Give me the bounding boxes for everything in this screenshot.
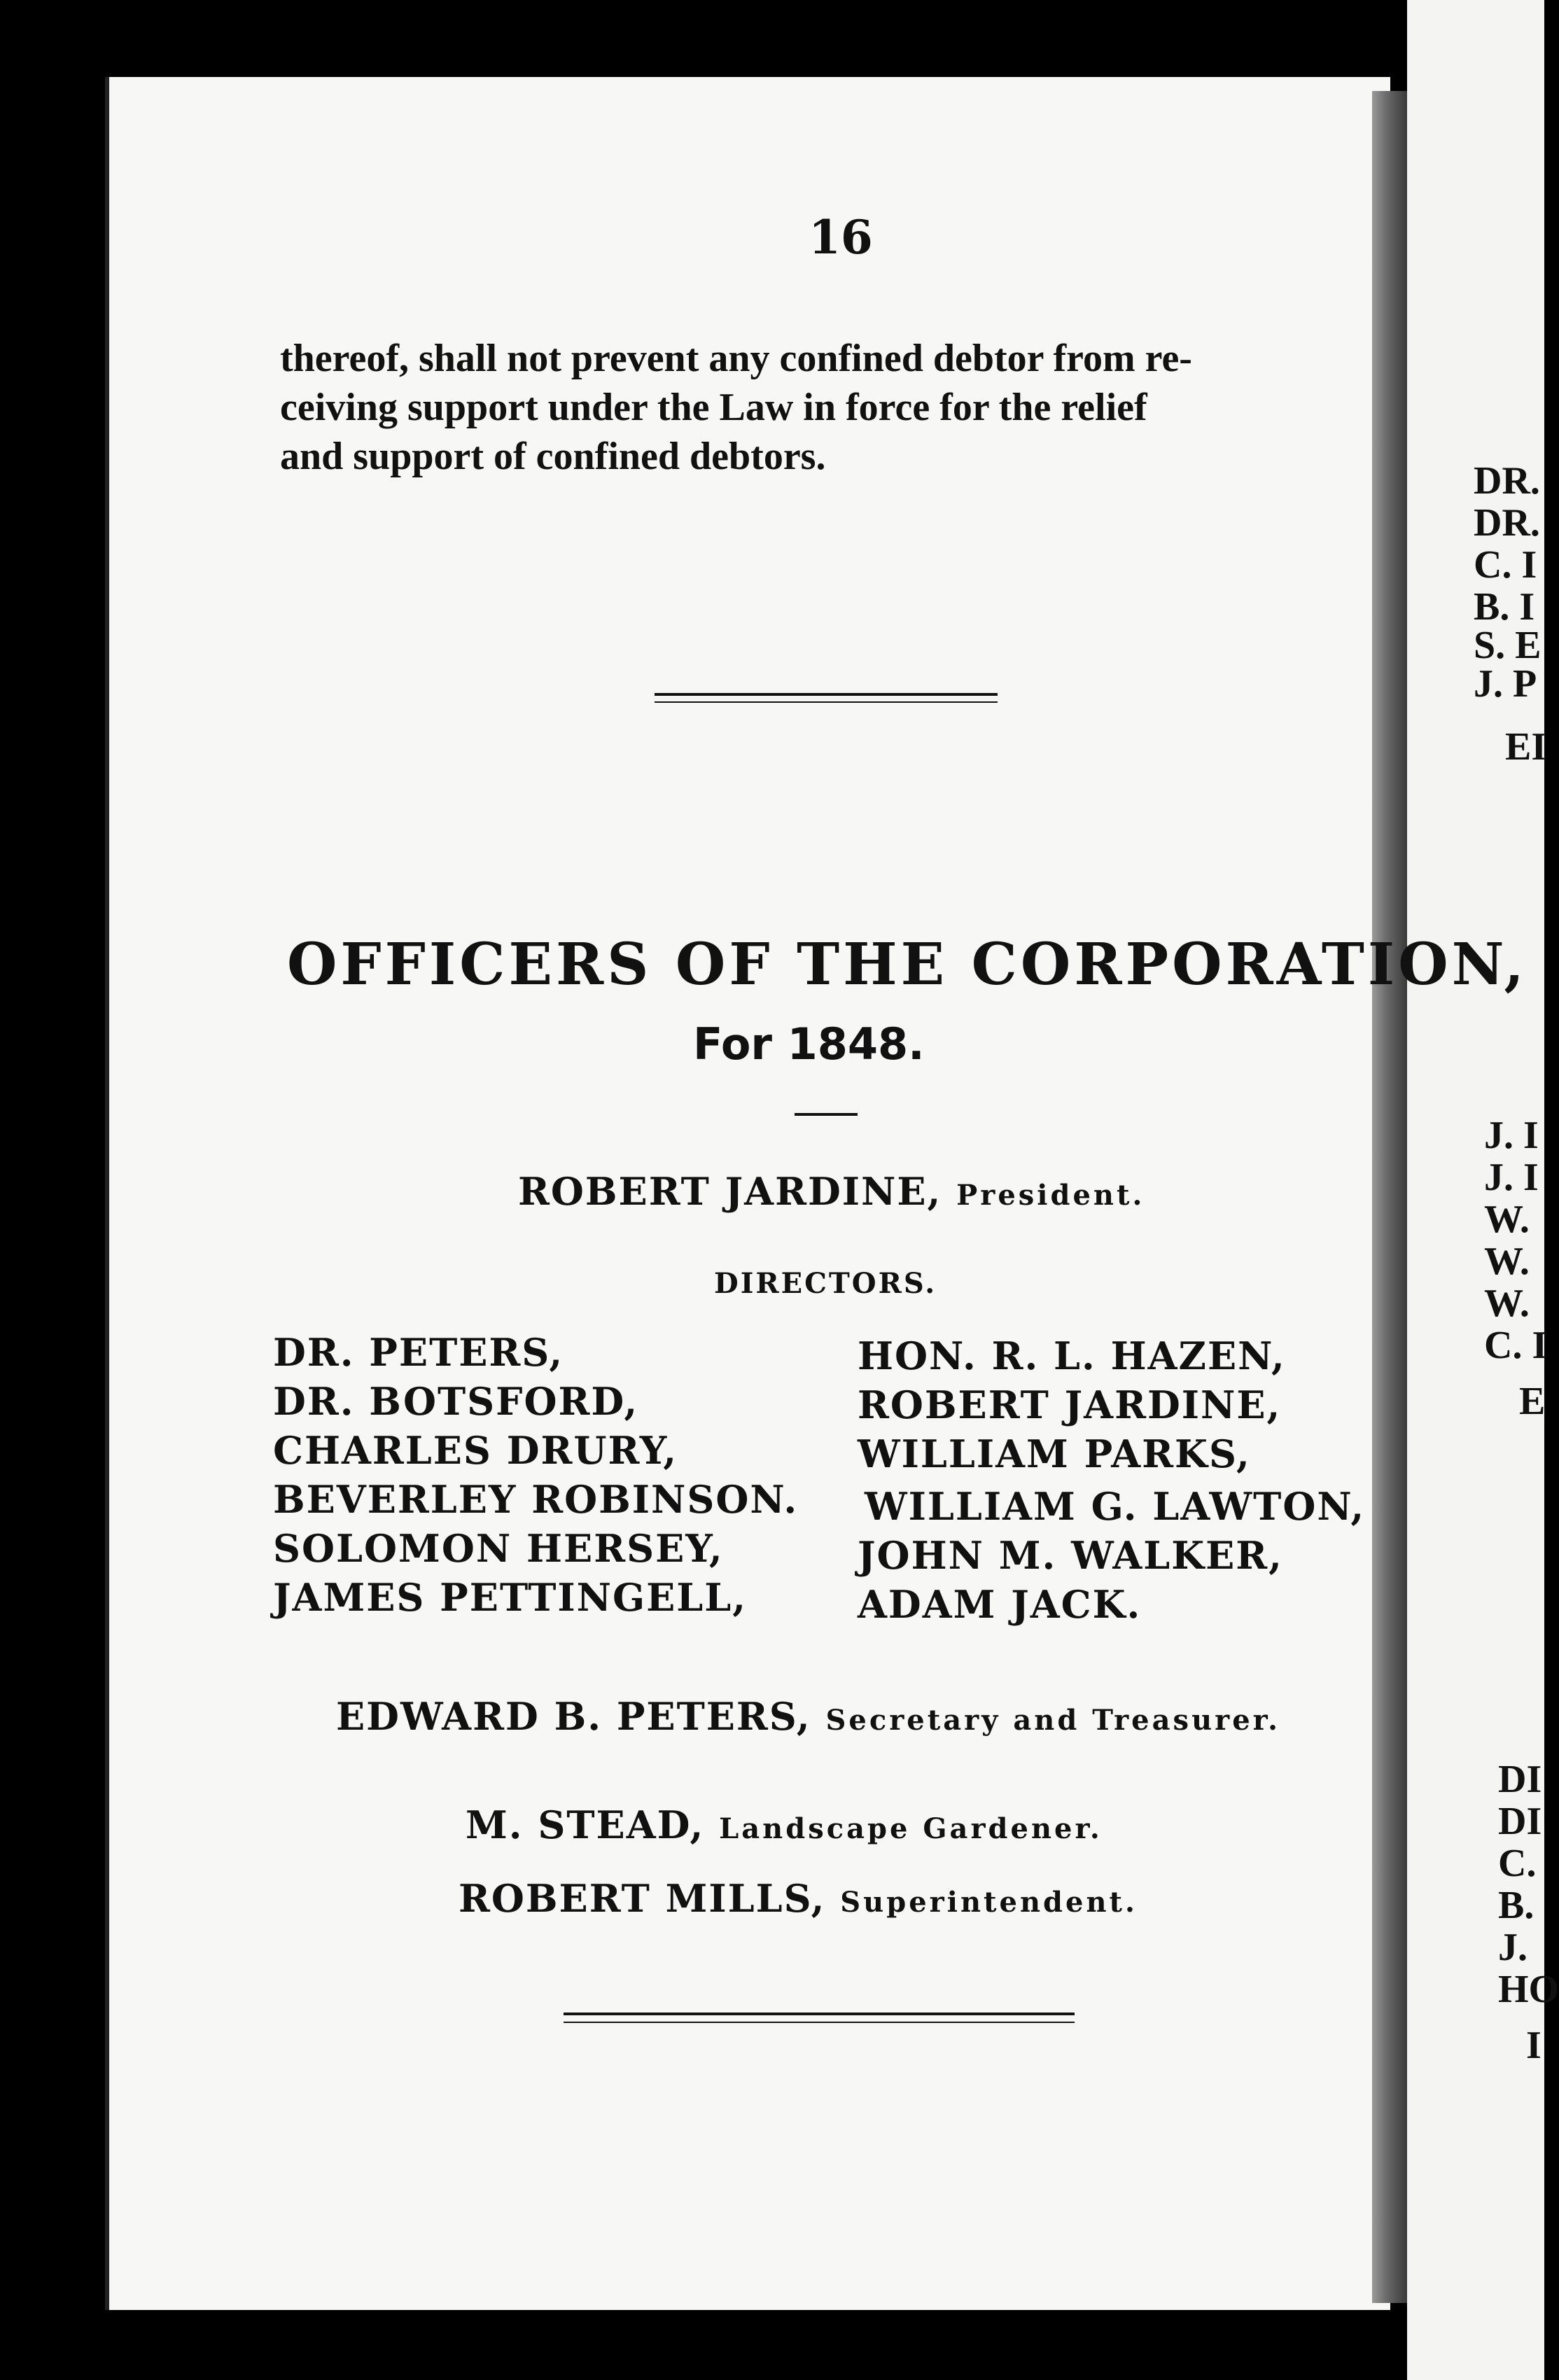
president-name: ROBERT JARDINE, xyxy=(518,1169,942,1214)
short-rule xyxy=(795,1113,858,1116)
facing-fragment: J. I xyxy=(1484,1156,1539,1199)
facing-fragment: DR. xyxy=(1474,459,1540,503)
director-right-2: ROBERT JARDINE, xyxy=(858,1382,1282,1427)
gardener-line xyxy=(466,1802,1103,1847)
president-role: President. xyxy=(956,1179,1145,1212)
facing-fragment: I xyxy=(1526,2024,1541,2067)
superintendent-name: ROBERT MILLS, xyxy=(459,1876,826,1921)
director-left-3: CHARLES DRURY, xyxy=(273,1428,678,1473)
facing-fragment: S. E xyxy=(1474,624,1541,667)
facing-fragment: C. xyxy=(1498,1842,1537,1885)
director-left-2: DR. BOTSFORD, xyxy=(273,1379,639,1424)
divider-rule-top-1 xyxy=(655,693,998,696)
director-left-6: JAMES PETTINGELL, xyxy=(273,1575,748,1620)
director-left-4: BEVERLEY ROBINSON. xyxy=(273,1477,799,1522)
facing-fragment: DI xyxy=(1498,1800,1542,1843)
superintendent-role: Superintendent. xyxy=(840,1886,1138,1919)
facing-fragment: HO xyxy=(1498,1968,1559,2011)
gardener-name: M. STEAD, xyxy=(466,1802,705,1847)
superintendent-line xyxy=(459,1876,1138,1921)
facing-fragment: W. xyxy=(1484,1240,1530,1283)
director-right-5: JOHN M. WALKER, xyxy=(858,1533,1283,1578)
divider-rule-bottom-2 xyxy=(564,2022,1075,2023)
facing-fragment: J. xyxy=(1498,1926,1527,1969)
facing-fragment: W. xyxy=(1484,1198,1530,1241)
paragraph-line-1: thereof, shall not prevent any confined debtor from re- xyxy=(280,337,1192,380)
facing-fragment: EI xyxy=(1505,725,1547,769)
book-spine xyxy=(1372,91,1407,2303)
divider-rule-bottom-1 xyxy=(564,2012,1075,2015)
director-left-1: DR. PETERS, xyxy=(273,1330,564,1375)
facing-fragment: DR. xyxy=(1474,501,1540,545)
paragraph-line-2: ceiving support under the Law in force for the relief xyxy=(280,386,1147,429)
section-year: For 1848. xyxy=(693,1018,925,1070)
facing-fragment: J. P xyxy=(1474,662,1537,706)
page-number: 16 xyxy=(809,210,873,265)
facing-fragment: B. xyxy=(1498,1884,1534,1927)
secretary-name: EDWARD B. PETERS, xyxy=(336,1694,811,1739)
director-left-5: SOLOMON HERSEY, xyxy=(273,1526,724,1571)
section-title: OFFICERS OF THE CORPORATION, xyxy=(287,931,1527,998)
secretary-line xyxy=(336,1694,1280,1739)
facing-fragment: C. I xyxy=(1474,543,1537,587)
director-right-4: WILLIAM G. LAWTON, xyxy=(865,1484,1366,1529)
director-right-6: ADAM JACK. xyxy=(858,1582,1142,1627)
facing-fragment: B. I xyxy=(1474,585,1535,629)
directors-label: DIRECTORS. xyxy=(714,1267,937,1300)
gardener-role: Landscape Gardener. xyxy=(719,1812,1103,1845)
divider-rule-top-2 xyxy=(655,701,998,703)
president-line xyxy=(518,1169,1145,1214)
paragraph-line-3: and support of confined debtors. xyxy=(280,435,826,478)
secretary-role: Secretary and Treasurer. xyxy=(825,1704,1280,1737)
facing-fragment: J. I xyxy=(1484,1114,1539,1157)
facing-fragment: C. I xyxy=(1484,1324,1548,1367)
facing-fragment: W. xyxy=(1484,1282,1530,1325)
director-right-1: HON. R. L. HAZEN, xyxy=(858,1334,1286,1378)
facing-fragment: E xyxy=(1519,1380,1546,1423)
director-right-3: WILLIAM PARKS, xyxy=(858,1432,1251,1476)
facing-fragment: DI xyxy=(1498,1758,1542,1801)
